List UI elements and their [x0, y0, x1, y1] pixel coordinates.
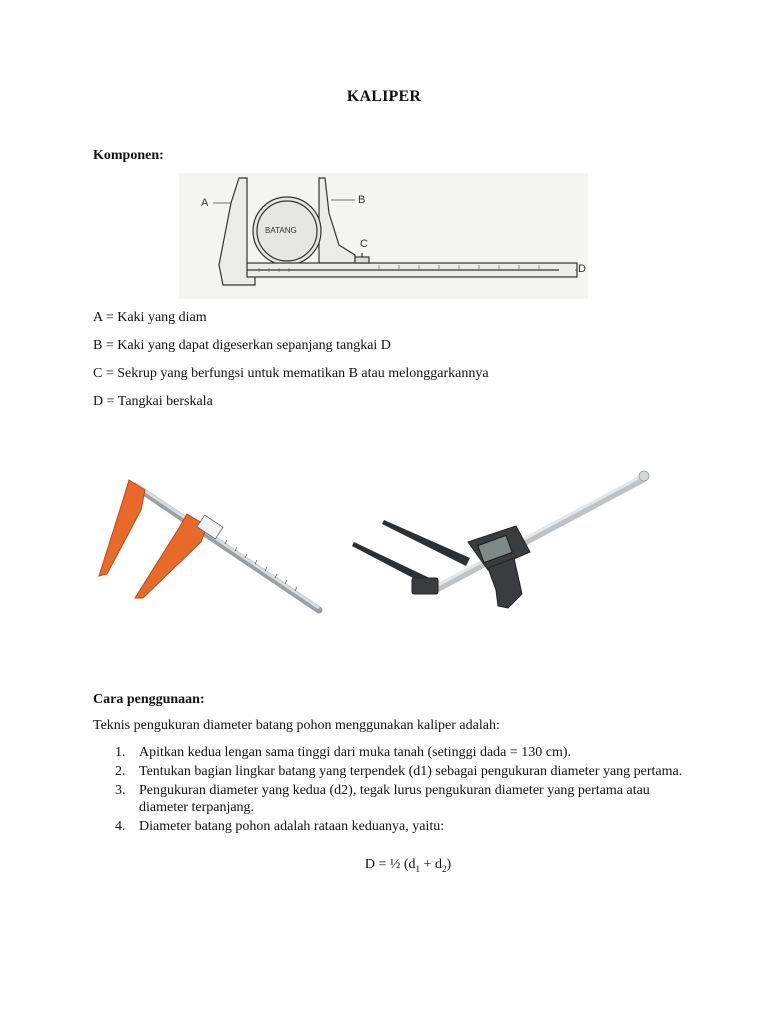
diagram-label-a: A [201, 197, 209, 209]
page-title: KALIPER [346, 88, 422, 105]
component-a: A = Kaki yang diam [93, 310, 207, 325]
diagram-label-b: B [358, 194, 366, 206]
component-d: D = Tangkai berskala [93, 394, 213, 409]
list-item: 2. Tentukan bagian lingkar batang yang terpendek (d1) sebagai pengukuran diameter yang pertama. [115, 764, 683, 779]
list-item: 3. Pengukuran diameter yang kedua (d2), tegak lurus pengukuran diameter yang pertama atau diameter terpanjang. [115, 783, 650, 815]
component-c: C = Sekrup yang berfungsi untuk mematikan B atau melonggarkannya [93, 366, 489, 381]
caliper-diagram [179, 173, 588, 299]
components-heading: Komponen: [93, 148, 164, 163]
digital-caliper-photo [338, 462, 668, 624]
usage-intro: Teknis pengukuran diameter batang pohon menggunakan kaliper adalah: [93, 718, 500, 733]
diameter-formula: D = ½ $(d_1 + d_2)$ [364, 857, 452, 874]
diagram-label-d: D [578, 263, 586, 275]
usage-heading: Cara penggunaan: [93, 692, 205, 707]
diagram-trunk-label: BATANG [265, 226, 297, 235]
list-item: 4. Diameter batang pohon adalah rataan keduanya, yaitu: [115, 819, 445, 834]
diagram-label-c: C [360, 238, 368, 250]
usage-steps-list [93, 744, 693, 837]
orange-caliper-photo [95, 470, 330, 620]
list-item: 1. Apitkan kedua lengan sama tinggi dari muka tanah (setinggi dada = 130 cm). [115, 745, 572, 760]
component-b: B = Kaki yang dapat digeserkan sepanjang tangkai D [93, 338, 391, 353]
